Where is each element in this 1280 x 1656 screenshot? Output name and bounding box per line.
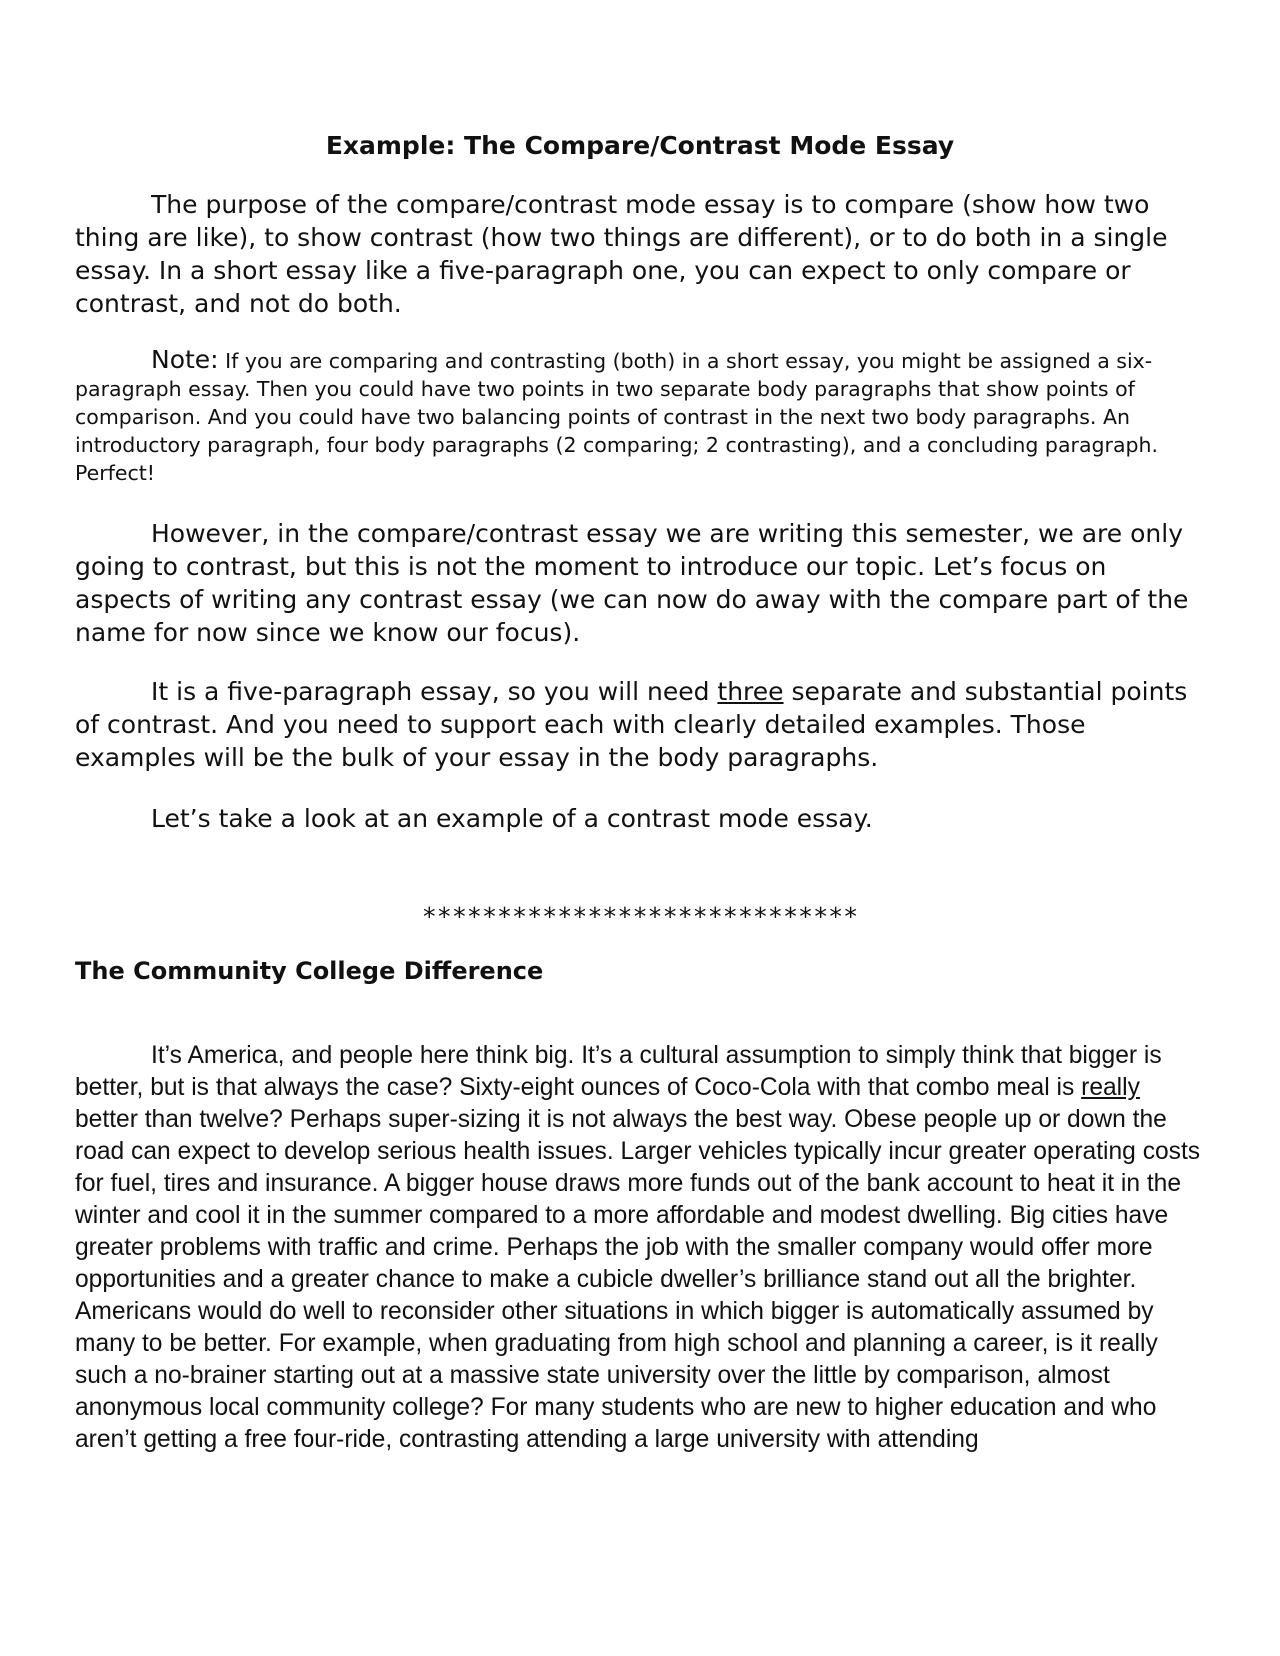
underlined-three: three (717, 677, 784, 706)
intro-paragraph: The purpose of the compare/contrast mode essay is to compare (show how two thing are like), to show contrast (how two things are different), or to do both in a single essay. In a short essay like a five-paragraph one, you can expect to only compare or contrast, and not do both. (75, 190, 1168, 318)
essay-text-before: It’s America, and people here think big. It’s a cultural assumption to simply think that bigger is better, but is that always the case? Sixty-eight ounces of Coco-Cola with that combo meal is (75, 1042, 1162, 1101)
five-paragraph-text-after: separate and substantial points of contrast. And you need to support each with clearly detailed examples. Those examples will be the bulk of your essay in the body paragraphs. (75, 677, 1188, 772)
note-paragraph (75, 346, 1215, 487)
document-title: Example: The Compare/Contrast Mode Essay (325, 131, 955, 160)
note-label: Note: (151, 345, 219, 374)
however-paragraph: However, in the compare/contrast essay we are writing this semester, we are only going to contrast, but this is not the moment to introduce our topic. Let’s focus on aspects of writing any contrast essay (we can now do away with the compare part of the name for now since we know our focus). (75, 519, 1189, 647)
example-essay-title: The Community College Difference (75, 957, 544, 985)
five-paragraph-paragraph (75, 675, 1205, 774)
lets-look-paragraph: Let’s take a look at an example of a contrast mode essay. (151, 804, 873, 833)
note-text: If you are comparing and contrasting (both) in a short essay, you might be assigned a six-paragraph essay. Then you could have two points in two separate body paragraphs that show points of comparison. And you could have two balancing points of contrast in the next two body paragraphs. An introductory paragraph, four body paragraphs (2 comparing; 2 contrasting), and a concluding paragraph. Perfect! (75, 349, 1159, 485)
underlined-really: really (1081, 1074, 1140, 1101)
five-paragraph-text-before: It is a five-paragraph essay, so you will need (151, 677, 718, 706)
essay-text-after: better than twelve? Perhaps super-sizing it is not always the best way. Obese people up or down the road can expect to develop serious health issues. Larger vehicles typically incur greater operating costs for fuel, tires and insurance. A bigger house draws more funds out of the bank account to heat it in the winter and cool it in the summer compared to a more affordable and modest dwelling. Big cities have greater problems with traffic and crime. Perhaps the job with the smaller company would offer more opportunities and a greater chance to make a cubicle dweller’s brilliance stand out all the brighter. Americans would do well to reconsider other situations in which bigger is automatically assumed by many to be better. For example, when graduating from high school and planning a career, is it really such a no-brainer starting out at a massive state university over the little by comparison, almost anonymous local community college? For many students who are new to higher education and who aren’t getting a free four-ride, contrasting attending a large university with attending (75, 1106, 1201, 1453)
essay-paragraph (75, 1040, 1205, 1456)
asterisk-separator: ***************************** (421, 902, 859, 931)
